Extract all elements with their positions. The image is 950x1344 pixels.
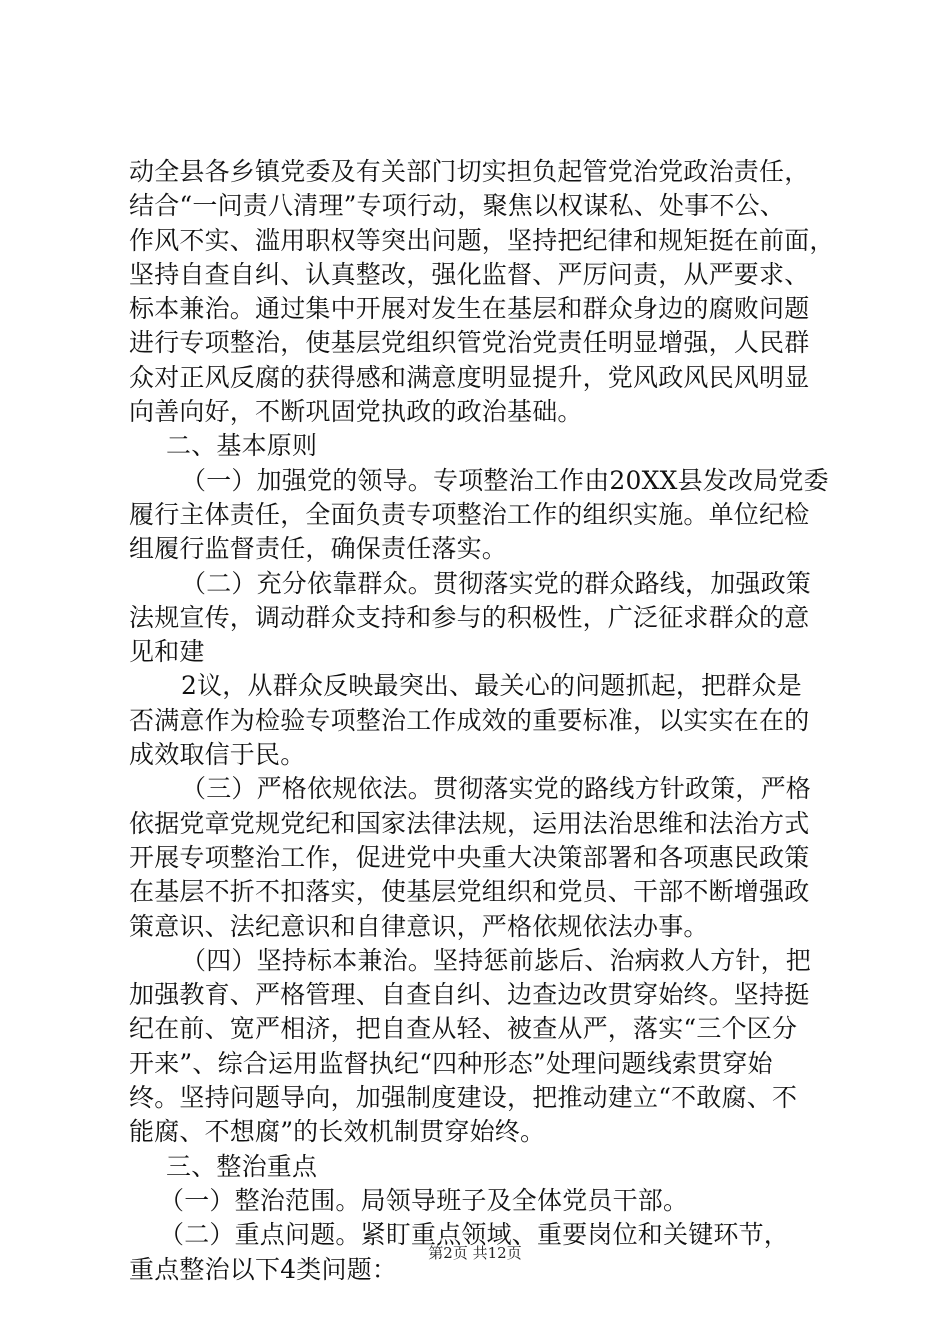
text-line: 策意识、法纪意识和自律意识，严格依规依法办事。 bbox=[129, 911, 709, 941]
text-line: 见和建 bbox=[129, 637, 205, 667]
text-line: 法规宣传，调动群众支持和参与的积极性，广泛征求群众的意 bbox=[129, 602, 810, 632]
text-line: 依据党章党规党纪和国家法律法规，运用法治思维和法治方式 bbox=[129, 808, 810, 838]
text-line: 向善向好，不断巩固党执政的政治基础。 bbox=[129, 397, 583, 427]
text-line: （一）加强党的领导。专项整治工作由20XX县发改局党委 bbox=[181, 465, 829, 495]
text-line: 作风不实、滥用职权等突出问题，坚持把纪律和规矩挺在前面， bbox=[129, 225, 835, 255]
text-line: （一）整治范围。局领导班子及全体党员干部。 bbox=[159, 1185, 689, 1215]
text-line: 重点整治以下4类问题： bbox=[129, 1254, 398, 1284]
document-body bbox=[129, 155, 835, 1287]
text-line: 加强教育、严格管理、自查自纠、边查边改贯穿始终。坚持挺 bbox=[129, 980, 810, 1010]
text-line: 纪在前、宽严相济，把自查从轻、被查从严，落实“三个区分 bbox=[129, 1014, 798, 1044]
text-line: 开展专项整治工作，促进党中央重大决策部署和各项惠民政策 bbox=[129, 842, 810, 872]
text-line: （二）充分依靠群众。贯彻落实党的群众路线，加强政策 bbox=[181, 568, 812, 598]
text-line: 2议，从群众反映最突出、最关心的问题抓起，把群众是 bbox=[181, 671, 802, 701]
text-line: （三）严格依规依法。贯彻落实党的路线方针政策，严格 bbox=[181, 774, 812, 804]
text-line: 否满意作为检验专项整治工作成效的重要标准，以实实在在的 bbox=[129, 705, 810, 735]
text-line: 能腐、不想腐”的长效机制贯穿始终。 bbox=[129, 1117, 546, 1147]
text-line: （二）重点问题。紧盯重点领域、重要岗位和关键环节， bbox=[159, 1220, 790, 1250]
text-line: 坚持自查自纠、认真整改，强化监督、严厉问责，从严要求、 bbox=[129, 259, 810, 289]
text-line: 组履行监督责任，确保责任落实。 bbox=[129, 534, 508, 564]
text-line: （四）坚持标本兼治。坚持惩前毖后、治病救人方针，把 bbox=[181, 945, 812, 975]
text-line: 标本兼治。通过集中开展对发生在基层和群众身边的腐败问题 bbox=[129, 294, 810, 324]
section-heading: 二、基本原则 bbox=[166, 431, 318, 461]
text-line: 履行主体责任，全面负责专项整治工作的组织实施。单位纪检 bbox=[129, 499, 810, 529]
text-line: 众对正风反腐的获得感和满意度明显提升，党风政风民风明显 bbox=[129, 362, 810, 392]
text-line: 进行专项整治，使基层党组织管党治党责任明显增强，人民群 bbox=[129, 328, 810, 358]
text-line: 成效取信于民。 bbox=[129, 740, 306, 770]
section-heading: 三、整治重点 bbox=[166, 1151, 318, 1181]
page-footer: 第2页 共12页 bbox=[428, 1244, 522, 1262]
text-line: 动全县各乡镇党委及有关部门切实担负起管党治党政治责任， bbox=[129, 157, 810, 186]
text-line: 结合“一问责八清理”专项行动，聚焦以权谋私、处事不公、 bbox=[129, 191, 785, 221]
text-line: 在基层不折不扣落实，使基层党组织和党员、干部不断增强政 bbox=[129, 877, 810, 907]
text-line: 开来”、综合运用监督执纪“四种形态”处理问题线索贯穿始 bbox=[129, 1048, 773, 1078]
text-line: 终。坚持问题导向，加强制度建设，把推动建立“不敢腐、不 bbox=[129, 1083, 798, 1113]
